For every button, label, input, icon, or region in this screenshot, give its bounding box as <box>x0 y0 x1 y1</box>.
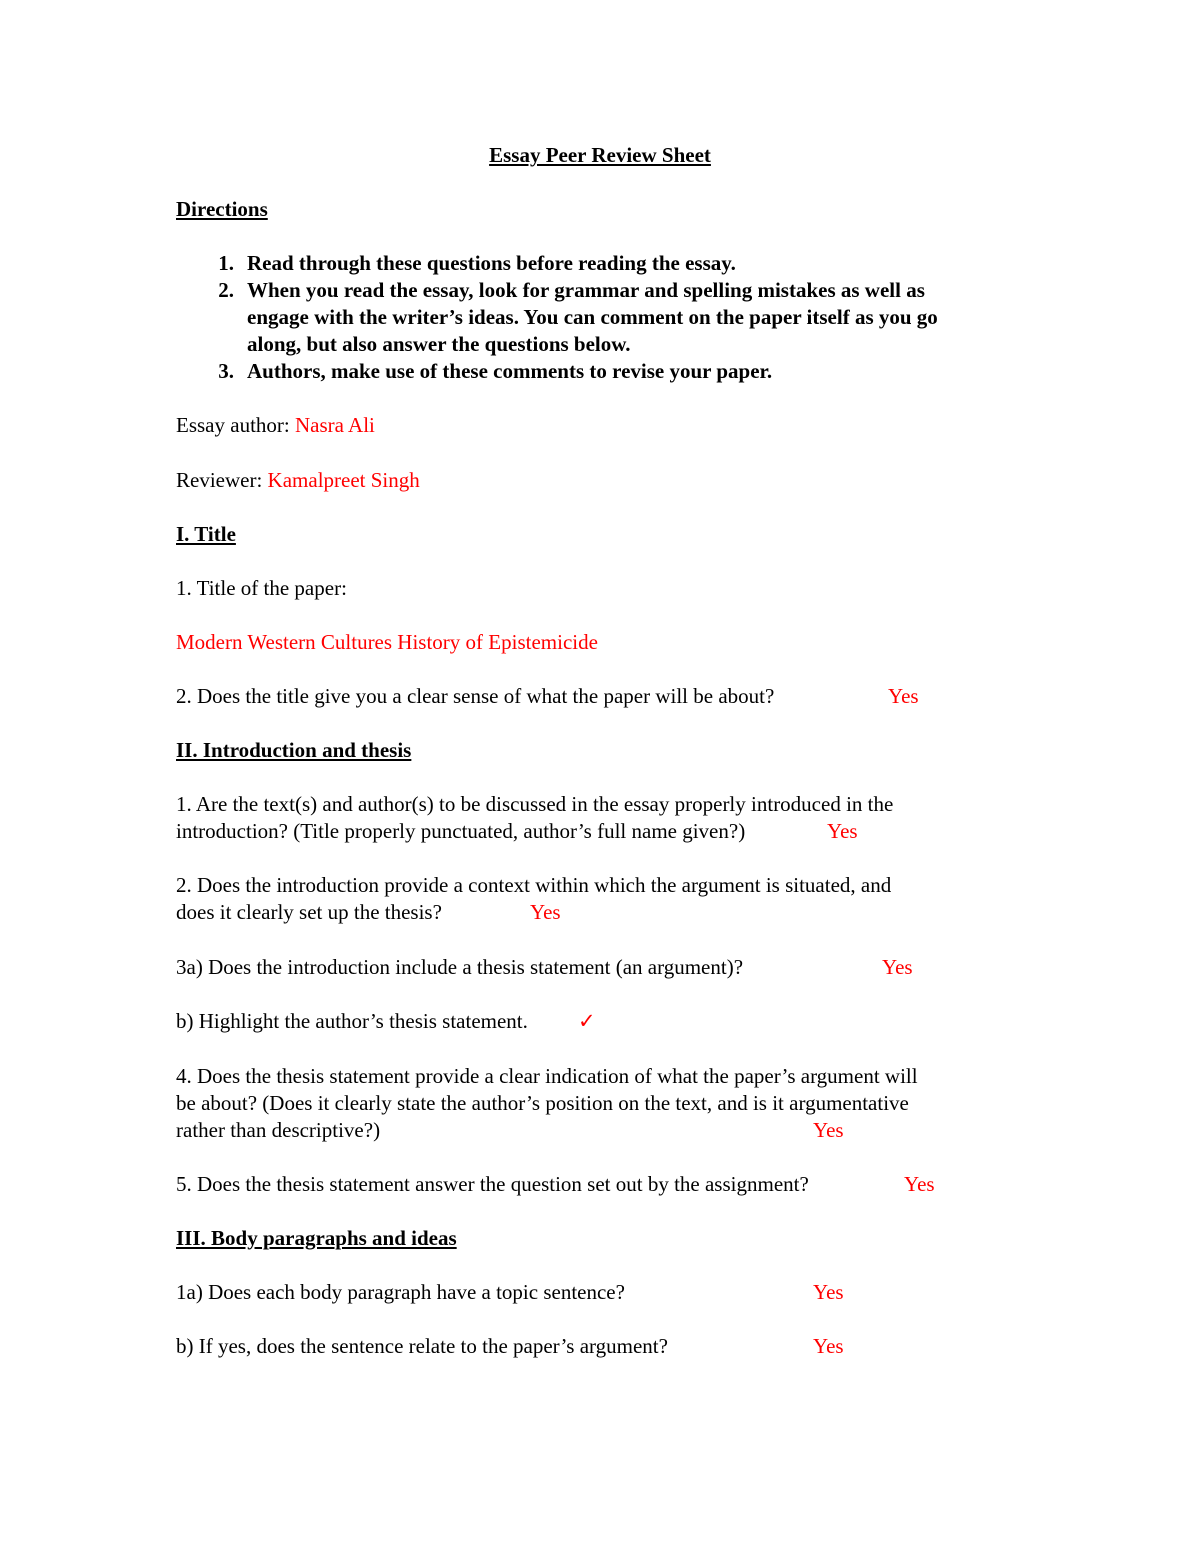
question-text: 1. Are the text(s) and author(s) to be discussed in the essay properly introduced in the <box>176 792 894 816</box>
reviewer-field <box>176 467 420 494</box>
directions-item-text: When you read the essay, look for grammar and spelling mistakes as well as <box>247 278 925 302</box>
answer-text: Yes <box>813 1334 844 1358</box>
section-heading: I. Title <box>176 522 236 546</box>
directions-number: 2. <box>218 278 234 302</box>
answer-text: Yes <box>827 819 858 843</box>
page-title: Essay Peer Review Sheet <box>489 143 711 167</box>
reviewer-value: Kamalpreet Singh <box>267 468 420 492</box>
section-heading: II. Introduction and thesis <box>176 738 412 762</box>
answer-text: Yes <box>530 900 561 924</box>
directions-number: 1. <box>218 251 234 275</box>
question-text: b) If yes, does the sentence relate to the paper’s argument? <box>176 1334 668 1358</box>
directions-item-text: engage with the writer’s ideas. You can comment on the paper itself as you go <box>247 305 938 329</box>
section-heading: III. Body paragraphs and ideas <box>176 1226 457 1250</box>
directions-item-text: Authors, make use of these comments to revise your paper. <box>247 359 773 383</box>
checkmark-icon: ✓ <box>578 1009 596 1033</box>
question-text: 2. Does the introduction provide a context within which the argument is situated, and <box>176 873 892 897</box>
directions-number: 3. <box>218 359 234 383</box>
answer-text: Yes <box>888 684 919 708</box>
answer-text: Yes <box>904 1172 935 1196</box>
reviewer-label: Reviewer: <box>176 468 263 492</box>
author-value: Nasra Ali <box>294 413 375 437</box>
answer-text: Yes <box>882 955 913 979</box>
question-text: 4. Does the thesis statement provide a clear indication of what the paper’s argument will <box>176 1064 918 1088</box>
answer-text: Yes <box>813 1118 844 1142</box>
question-text: 2. Does the title give you a clear sense of what the paper will be about? <box>176 684 775 708</box>
question-text: 3a) Does the introduction include a thesis statement (an argument)? <box>176 955 744 979</box>
author-field <box>176 412 375 439</box>
question-text: rather than descriptive?) <box>176 1118 381 1142</box>
paper-title-answer: Modern Western Cultures History of Epistemicide <box>176 630 598 654</box>
question-text: be about? (Does it clearly state the author’s position on the text, and is it argumentative <box>176 1091 909 1115</box>
question-text: 5. Does the thesis statement answer the question set out by the assignment? <box>176 1172 809 1196</box>
question-text: does it clearly set up the thesis? <box>176 900 442 924</box>
question-text: 1a) Does each body paragraph have a topic sentence? <box>176 1280 625 1304</box>
question-text: introduction? (Title properly punctuated, author’s full name given?) <box>176 819 746 843</box>
directions-heading: Directions <box>176 197 268 221</box>
answer-text: Yes <box>813 1280 844 1304</box>
directions-item-text: along, but also answer the questions below. <box>247 332 631 356</box>
question-text: 1. Title of the paper: <box>176 576 347 600</box>
directions-item-text: Read through these questions before reading the essay. <box>247 251 736 275</box>
author-label: Essay author: <box>176 413 290 437</box>
question-text: b) Highlight the author’s thesis statement. <box>176 1009 528 1033</box>
